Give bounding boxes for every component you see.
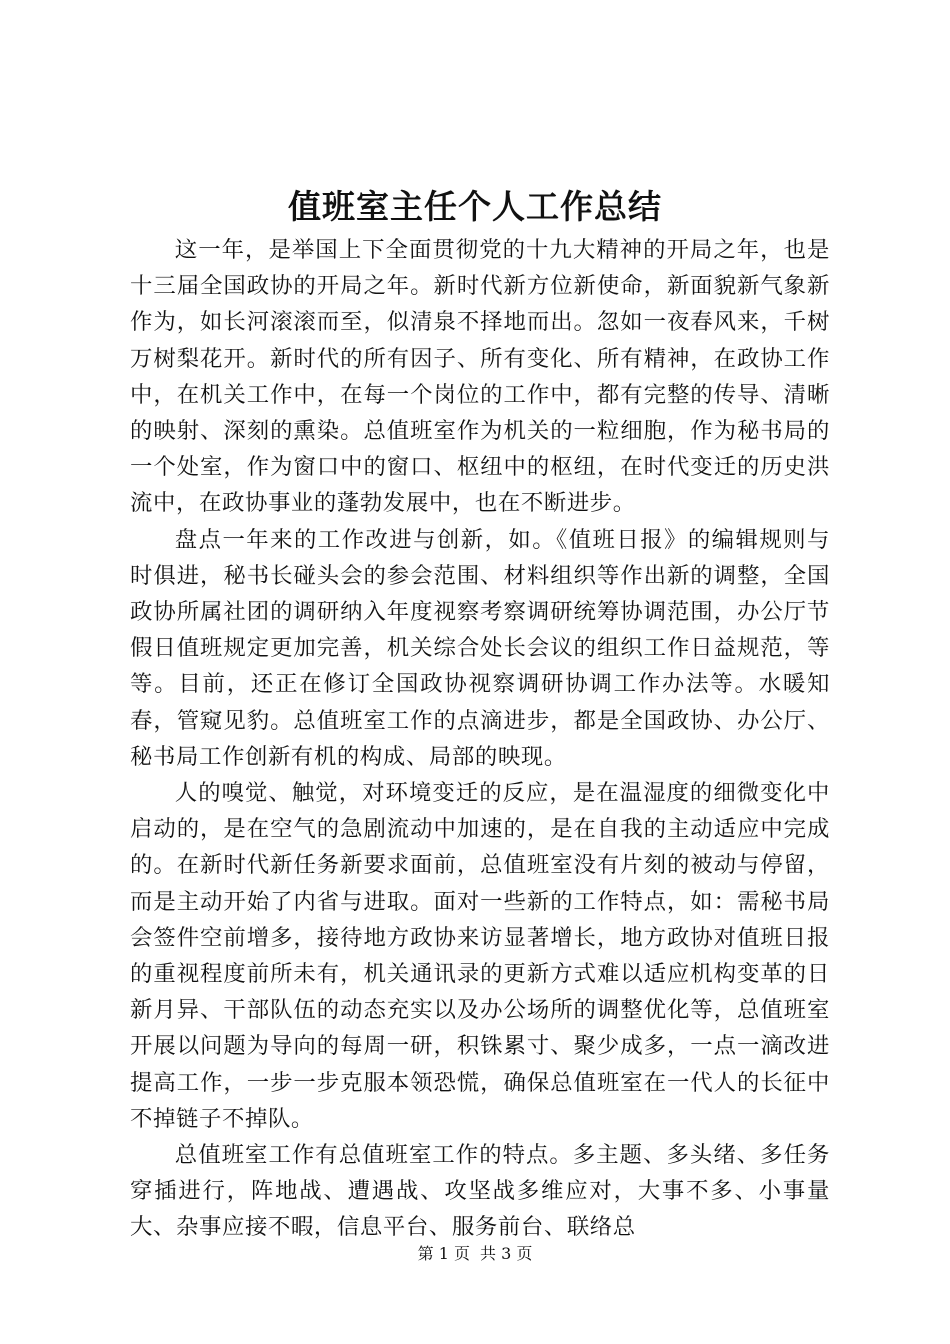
- paragraph: 总值班室工作有总值班室工作的特点。多主题、多头绪、多任务穿插进行，阵地战、遭遇战、攻坚战多维应对，大事不多、小事量大、杂事应接不暇，信息平台、服务前台、联络总: [130, 1142, 830, 1241]
- paragraph: 盘点一年来的工作改进与创新，如。《值班日报》的编辑规则与时俱进，秘书长碰头会的参会范围、材料组织等作出新的调整，全国政协所属社团的调研纳入年度视察考察调研统筹协调范围，办公厅节假日值班规定更加完善，机关综合处长会议的组织工作日益规范，等等。目前，还正在修订全国政协视察调研协调工作办法等。水暖知春，管窥见豹。总值班室工作的点滴进步，都是全国政协、办公厅、秘书局工作创新有机的构成、局部的映现。: [130, 526, 830, 770]
- page-total: 共 3 页: [480, 1244, 533, 1263]
- page-footer: [0, 1243, 950, 1265]
- document-title: 值班室主任个人工作总结: [288, 187, 662, 226]
- document-body: [130, 232, 830, 1246]
- page-number: 第 1 页: [417, 1244, 470, 1263]
- paragraph: 这一年，是举国上下全面贯彻党的十九大精神的开局之年，也是十三届全国政协的开局之年。新时代新方位新使命，新面貌新气象新作为，如长河滚滚而至，似清泉不择地而出。忽如一夜春风来，千树万树梨花开。新时代的所有因子、所有变化、所有精神，在政协工作中，在机关工作中，在每一个岗位的工作中，都有完整的传导、清晰的映射、深刻的熏染。总值班室作为机关的一粒细胞，作为秘书局的一个处室，作为窗口中的窗口、枢纽中的枢纽，在时代变迁的历史洪流中，在政协事业的蓬勃发展中，也在不断进步。: [130, 237, 830, 517]
- paragraph: 人的嗅觉、触觉，对环境变迁的反应，是在温湿度的细微变化中启动的，是在空气的急剧流动中加速的，是在自我的主动适应中完成的。在新时代新任务新要求面前，总值班室没有片刻的被动与停留，而是主动开始了内省与进取。面对一些新的工作特点，如：需秘书局会签件空前增多，接待地方政协来访显著增长，地方政协对值班日报的重视程度前所未有，机关通讯录的更新方式难以适应机构变革的日新月异、干部队伍的动态充实以及办公场所的调整优化等，总值班室开展以问题为导向的每周一研，积铢累寸、聚少成多，一点一滴改进提高工作，一步一步克服本领恐慌，确保总值班室在一代人的长征中不掉链子不掉队。: [130, 780, 830, 1132]
